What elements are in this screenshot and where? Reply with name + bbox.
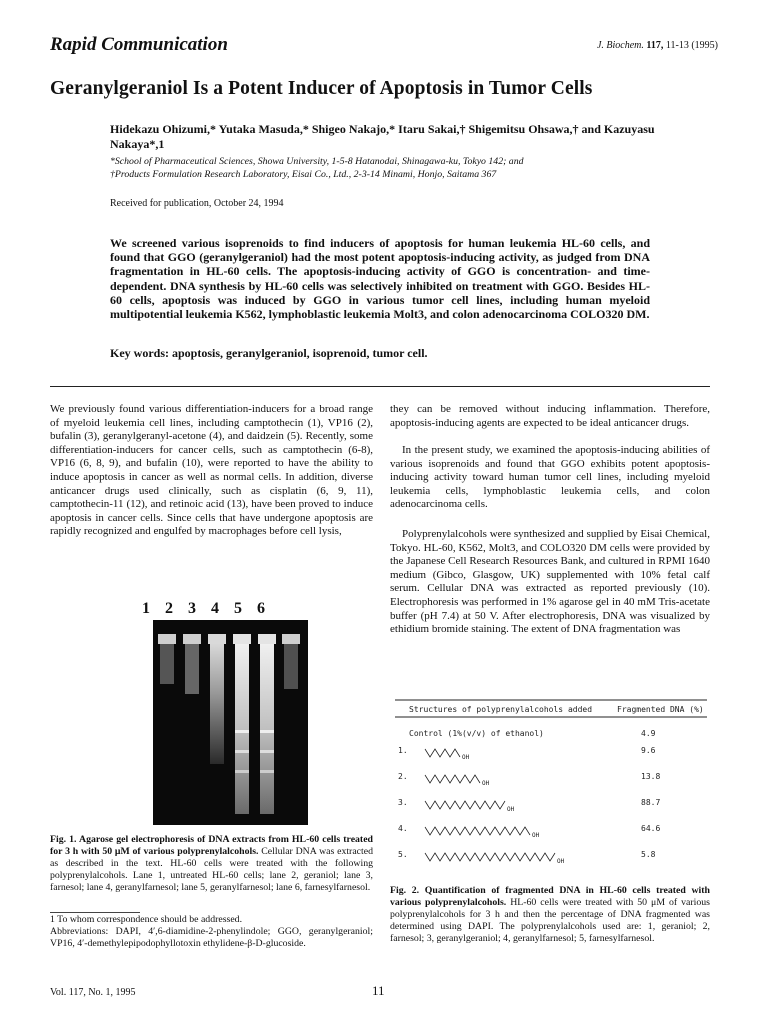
body-col2-paragraph-2 <box>390 444 710 512</box>
affiliations <box>110 155 670 181</box>
footer-issue: Vol. 117, No. 1, 1995 <box>50 987 136 998</box>
fig2-value: 4.9 <box>641 729 656 738</box>
figure-1-caption-body: Cellular DNA was extracted as described in the text. HL-60 cells were treated with the following polyprenylalcohols. Lane 1, untreated HL-60 cells; lane 2, geraniol; lane 3, farnesol; lane 4, geranylfarnesol; lane 5, geranylfarnesol; lane 6, farnesylfarnesol. <box>50 846 373 893</box>
footnote-abbreviations: Abbreviations: DAPI, 4′,6-diamidine-2-phenylindole; GGO, geranylgeraniol; VP16, 4′-demethylepipodophyllotoxin ethylidene-β-D-glucoside. <box>50 926 373 949</box>
received-date: Received for publication, October 24, 1994 <box>110 198 284 209</box>
fig2-control-label: Control (1%(v/v) of ethanol) <box>409 729 544 738</box>
section-divider <box>50 386 710 387</box>
paper-title: Geranylgeraniol Is a Potent Inducer of Apoptosis in Tumor Cells <box>50 78 593 99</box>
lane-number: 3 <box>188 600 196 617</box>
fig2-value: 13.8 <box>641 772 661 781</box>
gel-electrophoresis-image <box>153 620 308 825</box>
figure-2-caption-title: Fig. 2. Quantification of fragmented DNA in HL-60 cells treated with various polyprenylalcohols. <box>390 885 710 908</box>
gel-graphic <box>153 620 308 825</box>
oh-label: OH <box>507 806 515 813</box>
fig2-value: 64.6 <box>641 824 661 833</box>
fig2-row-number: 5. <box>398 850 408 859</box>
oh-label: OH <box>557 858 565 865</box>
fig2-row-number: 2. <box>398 772 408 781</box>
lane-number: 2 <box>165 600 173 617</box>
page-number: 11 <box>372 983 385 998</box>
body-col2-paragraph-3 <box>390 528 710 637</box>
oh-label: OH <box>532 832 540 839</box>
affiliation-1: *School of Pharmaceutical Sciences, Showa University, 1-5-8 Hatanodai, Shinagawa-ku, Tokyo 142; and <box>110 156 524 167</box>
keywords: Key words: apoptosis, geranylgeraniol, isoprenoid, tumor cell. <box>110 346 428 360</box>
fig2-value: 88.7 <box>641 798 661 807</box>
fig2-row-number: 1. <box>398 746 408 755</box>
oh-label: OH <box>482 780 490 787</box>
geranylfarnesol-structure <box>425 827 530 835</box>
fig2-row-number: 4. <box>398 824 408 833</box>
oh-label: OH <box>462 754 470 761</box>
footnotes <box>50 914 373 950</box>
farnesol-structure <box>425 775 480 783</box>
geraniol-structure <box>425 749 460 757</box>
lane-number: 6 <box>257 600 265 617</box>
lane-number: 5 <box>234 600 242 617</box>
fig2-value: 9.6 <box>641 746 656 755</box>
gel-lane-numbers <box>142 600 265 618</box>
journal-citation <box>597 40 718 51</box>
farnesylfarnesol-structure <box>425 853 555 861</box>
fig2-col-header-fragmented: Fragmented DNA (%) <box>617 705 704 714</box>
body-col2-paragraph-1: they can be removed without inducing inflammation. Therefore, apoptosis-inducing agents are expected to be ideal anticancer drugs. <box>390 403 710 429</box>
figure-2-caption <box>390 885 710 945</box>
lane-number: 1 <box>142 600 150 617</box>
lane-number: 4 <box>211 600 219 617</box>
fig2-row-number: 3. <box>398 798 408 807</box>
fig2-col-header-structures: Structures of polyprenylalcohols added <box>409 705 593 714</box>
figure-2-graphic <box>395 695 707 875</box>
body-col2-p2-text: In the present study, we examined the apoptosis-inducing abilities of various isoprenoids and found that GGO exhibits potent apoptosis-inducing activity toward human tumor cell lines, including myeloid leukemia cells, lymphoblastic leukemia cells, and colon adenocarcinoma cells. <box>390 444 710 511</box>
body-col2-p3-text: Polyprenylalcohols were synthesized and supplied by Eisai Chemical, Tokyo. HL-60, K562, Molt3, and COLO320 DM cells were provided by the Japanese Cell Research Resources Bank, and cultured in RPMI 1640 medium (Gibco, Glasgow, UK) supplemented with 10% fetal calf serum. Cellular DNA was extracted as reported previously (10). Electrophoresis was performed in 1% agarose gel in 40 mM Tris-acetate buffer (pH 7.4) at 50 V. After electrophoresis, DNA was visualized by ethidium bromide staining. The extent of DNA fragmentation was <box>390 528 710 636</box>
geranylgeraniol-structure <box>425 801 505 809</box>
figure-2-table <box>395 695 707 875</box>
journal-volume: 117, <box>646 40 664 51</box>
affiliation-2: †Products Formulation Research Laboratory, Eisai Co., Ltd., 2-3-14 Minami, Honjo, Saitama 367 <box>110 169 497 180</box>
body-col1-paragraph: We previously found various differentiation-inducers for a broad range of myeloid leukemia cell lines, including camptothecin (1), VP16 (2), bufalin (3), geranylgeranyl-acetone (4), and daidzein (5). Recently, some differentiation-inducers for cancer cells, such as camptothecin (6-8), VP16 (6, 8, 9), and bufalin (10), were reported to have the ability to induce apoptosis in cancer as well as normal cells. In addition, diverse anticancer drugs used clinically, such as cisplatin (6, 9, 11), camptothecin-11 (12), and retinoic acid (13), have been proved to induce apoptosis in cancer cells. Since cells that have undergone apoptosis are rapidly recognized and engulfed by macrophages before cell lysis, <box>50 403 373 538</box>
fig2-value: 5.8 <box>641 850 656 859</box>
footnote-divider <box>50 912 140 913</box>
footnote-correspondence: 1 To whom correspondence should be addressed. <box>50 914 243 925</box>
abstract: We screened various isoprenoids to find inducers of apoptosis for human leukemia HL-60 cells, and found that GGO (geranylgeraniol) had the most potent apoptosis-inducing activity, as judged from DNA fragmentation in HL-60 cells. The apoptosis-inducing activity of GGO is concentration- and time-dependent. DNA synthesis by HL-60 cells was selectively inhibited on treatment with GGO. Besides HL-60 cells, apoptosis was induced by GGO in various tumor cell lines, including human myeloid multipotential leukemia K562, lymphoblastic leukemia Molt3, and colon adenocarcinoma COLO320 DM. <box>110 236 650 322</box>
figure-1-caption <box>50 834 373 894</box>
figure-1-caption-title: Fig. 1. Agarose gel electrophoresis of DNA extracts from HL-60 cells treated for 3 h with 50 μM of various polyprenylalcohols. <box>50 834 373 857</box>
author-list: Hidekazu Ohizumi,* Yutaka Masuda,* Shigeo Nakajo,* Itaru Sakai,† Shigemitsu Ohsawa,† and Kazuyasu Nakaya*,1 <box>110 122 655 151</box>
figure-2-caption-body: HL-60 cells were treated with 50 μM of various polyprenylalcohols for 3 h and then the percentage of DNA fragmented was determined using DAPI. The polyprenylalcohols used are: 1, geraniol; 2, farnesol; 3, geranylgeraniol; 4, geranylfarnesol; 5, farnesylfarnesol. <box>390 897 710 944</box>
journal-name: J. Biochem. <box>596 40 644 51</box>
journal-pages: 11-13 (1995) <box>665 40 718 51</box>
section-label: Rapid Communication <box>50 34 228 55</box>
